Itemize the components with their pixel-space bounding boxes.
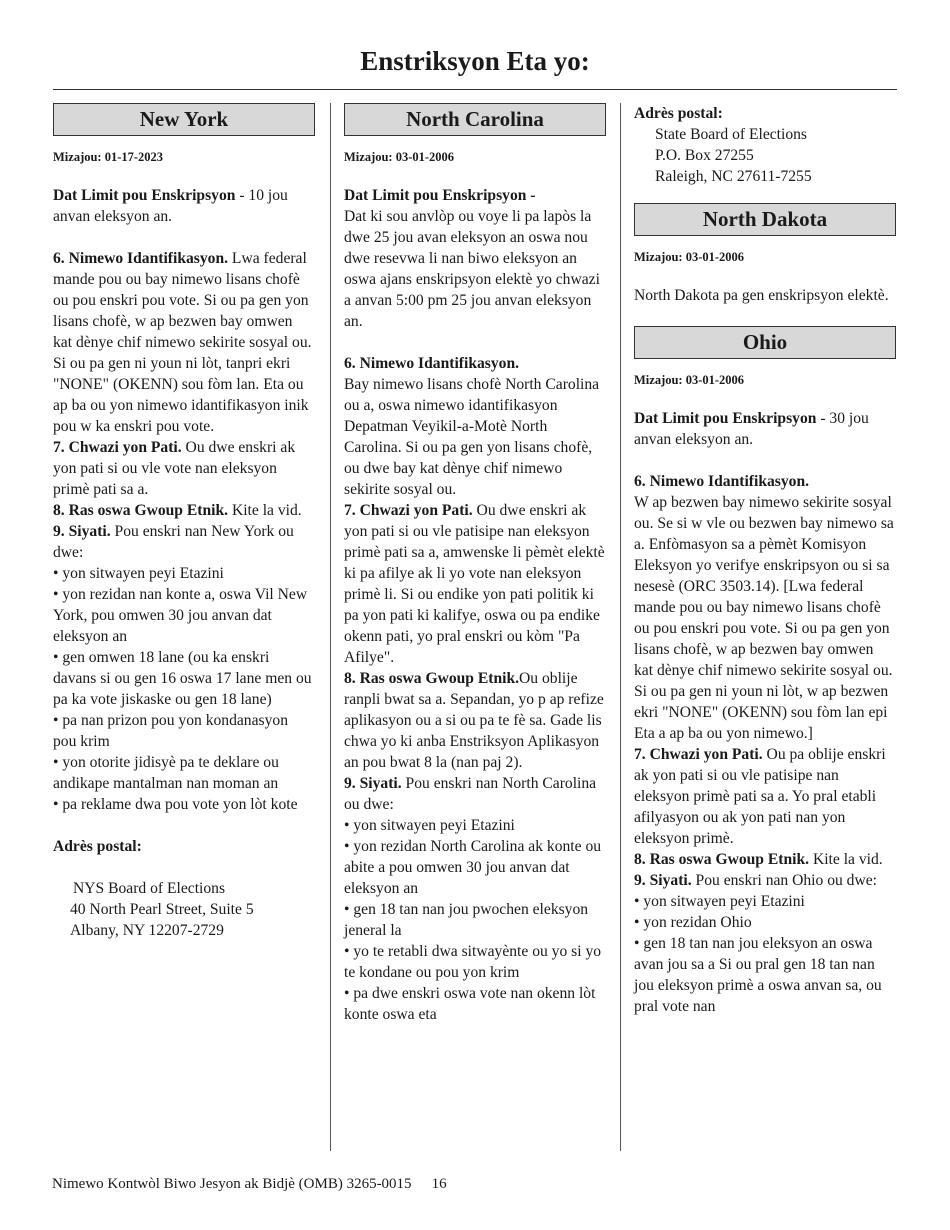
race-section — [634, 849, 896, 870]
state-header-north-dakota: North Dakota — [634, 203, 896, 236]
party-text: Ou dwe enskri ak yon pati si ou vle patisipe nan eleksyon primè pati sa a, amwenske li pèmèt elektè ki pa afilye ak li yo vote nan eleksyon primè li. Si ou endike yon pati politik ki pa yon pati ki kalifye, oswa ou pa endike okenn pati, yo pral enskri ou kòm "Pa Afilye". — [344, 502, 605, 666]
party-section — [344, 500, 606, 668]
list-item: • yon rezidan nan konte a, oswa Vil New York, pou omwen 30 jou anvan dat eleksyon an — [53, 586, 308, 645]
deadline-label: Dat Limit pou Enskripsyon — [53, 187, 236, 204]
signature-text: Pou enskri nan Ohio ou dwe: — [691, 872, 877, 889]
list-item: • yon sitwayen peyi Etazini — [634, 893, 805, 910]
list-item: • yon sitwayen peyi Etazini — [53, 565, 224, 582]
list-item: • pa reklame dwa pou vote yon lòt kote — [53, 796, 298, 813]
signature-text: Pou enskri nan New York ou dwe: — [53, 523, 294, 561]
race-label: 8. Ras oswa Gwoup Etnik. — [53, 502, 229, 519]
id-label-text: 6. Nimewo Idantifikasyon. — [634, 473, 810, 490]
list-item: • yon rezidan North Carolina ak konte ou abite a pou omwen 30 jou anvan dat eleksyon an — [344, 838, 602, 897]
state-header-north-carolina: North Carolina — [344, 103, 606, 136]
party-section — [53, 437, 315, 500]
updated-date: Mizajou: 01-17-2023 — [53, 150, 164, 164]
list-item: • yon rezidan Ohio — [634, 914, 752, 931]
deadline-text: Dat ki sou anvlòp ou voye li pa lapòs la dwe 25 jou avan eleksyon an oswa nou dwe resevwa li nan biwo eleksyon an oswa ajans enskripsyon elektè yo chwazi a anvan 5:00 pm 25 jou anvan eleksyon an. — [344, 208, 600, 330]
north-dakota-text: North Dakota pa gen enskripsyon elektè. — [634, 287, 889, 304]
list-item: • yon sitwayen peyi Etazini — [344, 817, 515, 834]
address-line: Albany, NY 12207-2729 — [70, 922, 224, 939]
omb-control-number: Nimewo Kontwòl Biwo Jesyon ak Bidjè (OMB) 3265-0015 — [52, 1176, 412, 1192]
party-label: 7. Chwazi yon Pati. — [53, 439, 182, 456]
deadline-label-text: Dat Limit pou Enskripsyon - — [344, 187, 536, 204]
list-item: • pa dwe enskri oswa vote nan okenn lòt konte oswa eta — [344, 985, 596, 1023]
registration-deadline — [634, 408, 896, 450]
signature-label: 9. Siyati. — [634, 872, 692, 889]
column-north-carolina — [344, 103, 606, 1025]
updated-date: Mizajou: 03-01-2006 — [634, 373, 745, 387]
page-number: 16 — [431, 1176, 447, 1192]
mailing-address-label — [53, 836, 315, 857]
id-label — [634, 471, 896, 492]
race-section — [344, 668, 606, 773]
id-label: 6. Nimewo Idantifikasyon. — [53, 250, 229, 267]
page-title: Enstriksyon Eta yo: — [360, 46, 590, 76]
list-item: • gen 18 tan nan jou eleksyon an oswa avan jou sa a Si ou pral gen 18 tan nan jou eleksyon primè a oswa anvan sa, ou pral vote nan — [634, 935, 882, 1015]
party-label: 7. Chwazi yon Pati. — [344, 502, 473, 519]
id-text: Bay nimewo lisans chofè North Carolina ou a, oswa nimewo idantifikasyon Depatman Veyikil-a-Motè North Carolina. Si ou pa gen yon lisans chofè, ou dwe bay kat dènye chif nimewo sekirite sosyal ou. — [344, 376, 600, 498]
list-item: • gen omwen 18 lane (ou ka enskri davans si ou gen 16 oswa 17 lane men ou pa ka vote jiskaske ou gen 18 lane) — [53, 649, 312, 708]
signature-label: 9. Siyati. — [53, 523, 111, 540]
signature-label: 9. Siyati. — [344, 775, 402, 792]
id-text: Lwa federal mande pou ou bay nimewo lisans chofè ou pou enskri pou vote. Si ou pa gen yon lisans chofè, w ap bezwen bay omwen kat dènye chif nimewo sekirite sosyal ou. Si ou pa gen ni youn ni lòt, tanpri ekri "NONE" (OKENN) sou fòm lan. Eta ou ap ba ou yon nimewo idantifikasyon inik pou w ka enskri pou vote. — [53, 250, 312, 435]
deadline-label — [344, 185, 606, 206]
list-item: • gen 18 tan nan jou pwochen eleksyon jeneral la — [344, 901, 589, 939]
party-text: Ou pa oblije enskri ak yon pati si ou vle patisipe nan eleksyon primè pati sa a. Yo pral etabli afilyasyon ou ak yon pati nan yon eleksyon primè. — [634, 746, 886, 847]
address-line: 40 North Pearl Street, Suite 5 — [70, 901, 254, 918]
updated-date: Mizajou: 03-01-2006 — [634, 250, 745, 264]
id-number-section — [53, 248, 315, 437]
race-text: Kite la vid. — [809, 851, 883, 868]
id-label-text: 6. Nimewo Idantifikasyon. — [344, 355, 520, 372]
id-label — [344, 353, 606, 374]
list-item: • yo te retabli dwa sitwayènte ou yo si yo te kondane ou pou yon krim — [344, 943, 602, 981]
column-divider — [620, 103, 621, 1151]
signature-section — [344, 773, 606, 815]
page-footer — [52, 1176, 447, 1193]
deadline-label: Dat Limit pou Enskripsyon — [634, 410, 817, 427]
column-new-york — [53, 103, 315, 941]
address-line: P.O. Box 27255 — [655, 147, 754, 164]
list-item: • yon otorite jidisyè pa te deklare ou andikape mantalman nan moman an — [53, 754, 279, 792]
signature-section — [634, 870, 896, 891]
registration-deadline — [53, 185, 315, 227]
signature-text: Pou enskri nan North Carolina ou dwe: — [344, 775, 597, 813]
race-section — [53, 500, 315, 521]
address-label-text: Adrès postal: — [53, 838, 142, 855]
address-line: State Board of Elections — [655, 126, 808, 143]
signature-section — [53, 521, 315, 563]
state-header-new-york: New York — [53, 103, 315, 136]
party-section — [634, 744, 896, 849]
column-divider — [330, 103, 331, 1151]
deadline-text: - 30 jou anvan eleksyon an. — [634, 410, 869, 448]
race-label: 8. Ras oswa Gwoup Etnik. — [344, 670, 520, 687]
race-text: Ou oblije ranpli bwat sa a. Sepandan, yo p ap refize aplikasyon ou a si ou pa te fè sa. Gade lis chwa yo ki anba Enstriksyon Aplikasyon an pou bwat 8 la (nan paj 2). — [344, 670, 604, 771]
address-line: Raleigh, NC 27611-7255 — [655, 168, 812, 185]
column-three — [634, 103, 896, 1017]
list-item: • pa nan prizon pou yon kondanasyon pou krim — [53, 712, 288, 750]
party-label: 7. Chwazi yon Pati. — [634, 746, 763, 763]
address-line: NYS Board of Elections — [73, 880, 226, 897]
deadline-text: - 10 jou anvan eleksyon an. — [53, 187, 288, 225]
race-label: 8. Ras oswa Gwoup Etnik. — [634, 851, 810, 868]
state-header-ohio: Ohio — [634, 326, 896, 359]
title-divider — [53, 89, 897, 90]
mailing-address-label — [634, 103, 896, 124]
id-text: W ap bezwen bay nimewo sekirite sosyal ou. Se si w vle ou bezwen bay nimewo sa a. Enfòmasyon sa a pèmèt Komisyon Eleksyon yo verifye enskripsyon ou si sa nesesè (ORC 3503.14). [Lwa federal mande pou ou bay nimewo lisans chofè ou pou enskri pou vote. Si ou pa gen yon lisans chofè, w ap bezwen bay omwen kat dènye chif nimewo sekirite sosyal ou. Si ou pa gen ni youn ni lòt, w ap bezwen ekri "NONE" (OKENN) sou fòm lan epi Eta a ap ba ou yon nimewo.] — [634, 494, 894, 742]
race-text: Kite la vid. — [228, 502, 302, 519]
address-label-text: Adrès postal: — [634, 105, 723, 122]
party-text: Ou dwe enskri ak yon pati si ou vle vote nan eleksyon primè pati sa a. — [53, 439, 296, 498]
updated-date: Mizajou: 03-01-2006 — [344, 150, 455, 164]
